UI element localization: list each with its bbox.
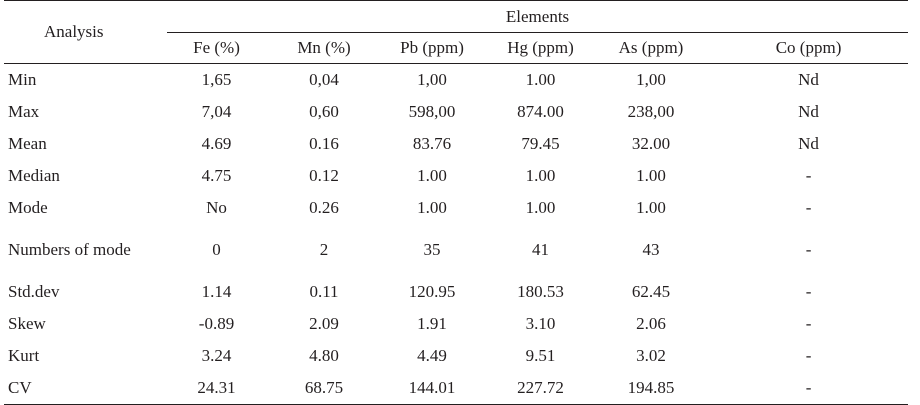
- row-label: Max: [8, 102, 40, 121]
- cell-pb: 1,00: [417, 70, 447, 89]
- row-label: Median: [8, 166, 60, 185]
- cell-fe: 1,65: [201, 70, 232, 89]
- cell-as: 238,00: [627, 102, 675, 121]
- cell-pb: 1.91: [417, 314, 447, 333]
- table-row: [4, 276, 908, 308]
- table-header: [4, 1, 908, 64]
- column-header-fe: Fe (%): [161, 33, 272, 64]
- cell-co: -: [805, 346, 812, 365]
- table-row: [4, 224, 908, 276]
- cell-mn: 2: [319, 240, 329, 259]
- cell-fe: 7,04: [201, 102, 232, 121]
- cell-pb: 1.00: [417, 166, 447, 185]
- cell-co: Nd: [798, 70, 819, 89]
- cell-fe: 4.75: [201, 166, 232, 185]
- column-header-as: As (ppm): [593, 33, 709, 64]
- cell-hg: 1.00: [525, 166, 556, 185]
- table-row: [4, 160, 908, 192]
- cell-fe: 1.14: [201, 282, 232, 301]
- table-body: [4, 64, 908, 405]
- row-label: Min: [8, 70, 37, 89]
- row-label: CV: [4, 372, 161, 405]
- cell-pb: 83.76: [412, 134, 452, 153]
- cell-pb: 35: [423, 240, 441, 259]
- cell-as: 1.00: [636, 166, 666, 185]
- column-header-co: Co (ppm): [709, 33, 908, 64]
- cell-mn: 0.16: [309, 134, 339, 153]
- cell-co: -: [805, 282, 812, 301]
- cell-as: 194.85: [593, 372, 709, 405]
- row-label: Std.dev: [8, 282, 60, 301]
- cell-hg: 1.00: [525, 70, 556, 89]
- row-label: Kurt: [8, 346, 40, 365]
- cell-fe: 3.24: [201, 346, 232, 365]
- column-header-hg: Hg (ppm): [488, 33, 593, 64]
- cell-mn: 0,60: [309, 102, 339, 121]
- cell-pb: 120.95: [408, 282, 456, 301]
- cell-hg: 227.72: [488, 372, 593, 405]
- cell-pb: 1.00: [417, 198, 447, 217]
- cell-fe: -0.89: [198, 314, 235, 333]
- elements-underline: [167, 32, 908, 33]
- cell-mn: 0.26: [309, 198, 339, 217]
- column-header-mn: Mn (%): [272, 33, 376, 64]
- cell-hg: 9.51: [525, 346, 556, 365]
- cell-co: Nd: [798, 102, 819, 121]
- cell-as: 1.00: [636, 198, 666, 217]
- cell-mn: 0,04: [309, 70, 339, 89]
- cell-as: 2.06: [636, 314, 666, 333]
- cell-co: -: [805, 166, 812, 185]
- cell-hg: 41: [532, 240, 549, 259]
- header-elements-label: Elements: [505, 7, 570, 26]
- cell-as: 3.02: [636, 346, 666, 365]
- header-elements-group: [161, 1, 908, 34]
- header-analysis: Analysis: [4, 1, 161, 64]
- column-header-pb: Pb (ppm): [376, 33, 488, 64]
- cell-as: 43: [642, 240, 660, 259]
- row-label: Numbers of mode: [8, 240, 131, 259]
- row-label: Skew: [8, 314, 46, 333]
- cell-as: 62.45: [631, 282, 671, 301]
- cell-mn: 68.75: [272, 372, 376, 405]
- cell-co: Nd: [798, 134, 819, 153]
- cell-co: -: [709, 372, 908, 405]
- row-label: Mode: [8, 198, 48, 217]
- cell-fe: 24.31: [161, 372, 272, 405]
- cell-co: -: [805, 314, 812, 333]
- statistics-table-container: [4, 0, 908, 405]
- cell-hg: 1.00: [525, 198, 556, 217]
- table-row: [4, 192, 908, 224]
- table-row: [4, 96, 908, 128]
- cell-as: 32.00: [631, 134, 671, 153]
- cell-pb: 598,00: [408, 102, 456, 121]
- cell-as: 1,00: [636, 70, 666, 89]
- table-row: [4, 340, 908, 372]
- cell-hg: 180.53: [517, 282, 564, 301]
- element-statistics-table: [4, 0, 908, 405]
- cell-mn: 4.80: [309, 346, 339, 365]
- header-row-group: [4, 1, 908, 34]
- cell-fe: 4.69: [201, 134, 232, 153]
- table-row: [4, 308, 908, 340]
- row-label: Mean: [8, 134, 47, 153]
- cell-fe: No: [206, 198, 227, 217]
- table-row: [4, 64, 908, 97]
- cell-fe: 0: [212, 240, 221, 259]
- table-row: [4, 372, 908, 405]
- cell-mn: 0.12: [309, 166, 339, 185]
- cell-hg: 3.10: [525, 314, 556, 333]
- cell-pb: 4.49: [417, 346, 447, 365]
- cell-hg: 79.45: [521, 134, 560, 153]
- cell-hg: 874.00: [517, 102, 564, 121]
- table-row: [4, 128, 908, 160]
- cell-co: -: [805, 240, 812, 259]
- cell-mn: 2.09: [309, 314, 339, 333]
- cell-pb: 144.01: [376, 372, 488, 405]
- cell-co: -: [805, 198, 812, 217]
- cell-mn: 0.11: [309, 282, 339, 301]
